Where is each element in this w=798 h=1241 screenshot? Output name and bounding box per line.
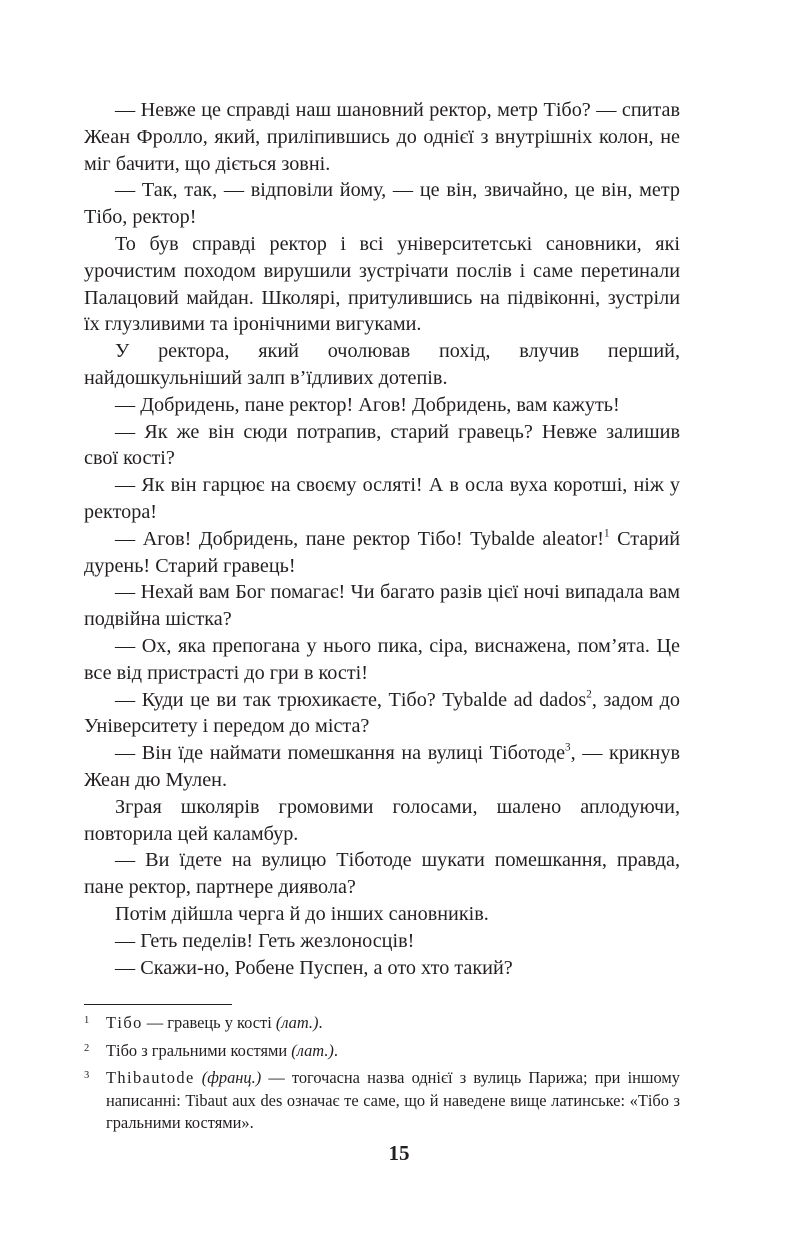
- paragraph: — Нехай вам Бог помагає! Чи багато разів цієї ночі випадала вам подвійна шістка?: [84, 581, 680, 631]
- main-text: [84, 97, 680, 981]
- footnote-term: Thibautode: [106, 1068, 195, 1088]
- footnote-end: .: [318, 1013, 323, 1033]
- paragraph: У ректора, який очолював похід, влучив перший, найдошкульніший залп в’їдливих дотепів.: [84, 340, 680, 389]
- footnote-language: (лат.): [275, 1013, 319, 1033]
- footnote-1: [84, 1012, 680, 1035]
- paragraph: Зграя школярів громовими голосами, шалено аплодуючи, повторила цей каламбур.: [84, 795, 680, 845]
- footnote-number: 2: [84, 1042, 90, 1054]
- paragraph: — Так, так, — відповіли йому, — це він, звичайно, це він, метр Тібо, ректор!: [84, 179, 680, 229]
- page-number: 15: [388, 1141, 410, 1165]
- footnote-text: — гравець у кості: [142, 1013, 276, 1033]
- footnote-text: — тогочасна назва однієї з вулиць Парижа; при іншому написанні: Tibaut aux des означає те саме, що й наведене вище латинське: «Тібо з гральними костями».: [106, 1068, 681, 1133]
- footnote-language: (франц.): [194, 1068, 262, 1088]
- paragraph: [84, 526, 680, 580]
- paragraph-text: , — крикнув Жеан дю Мулен.: [84, 742, 680, 791]
- footnote-text: Тібо з гральними костями: [106, 1040, 292, 1060]
- paragraph: То був справді ректор і всі університетські сановники, які урочистим походом вирушили зустрічати послів і саме перетинали Палацовий майдан. Школярі, притулившись на підвіконні, зустріли їх глузливими та іронічними вигуками.: [84, 232, 680, 336]
- footnote-language: (лат.): [291, 1040, 334, 1060]
- paragraph: — Як він гарцює на своєму осляті! А в осла вуха коротші, ніж у ректора!: [84, 474, 680, 523]
- paragraph: — Ви їдете на вулицю Тіботоде шукати помешкання, правда, пане ректор, партнере диявола?: [84, 849, 680, 899]
- footnote-number: 1: [84, 1015, 90, 1027]
- footnote-2: [84, 1040, 680, 1063]
- footnote-ref: 3: [565, 741, 571, 754]
- paragraph-text: — Куди це ви так трюхикаєте, Тібо? Tybalde ad dados: [115, 688, 587, 711]
- paragraph: — Ох, яка препогана у нього пика, сіра, виснажена, пом’ята. Це все від пристрасті до гри в кості!: [84, 634, 680, 684]
- paragraph: — Як же він сюди потрапив, старий гравець? Невже залишив свої кості?: [84, 420, 680, 470]
- paragraph: — Скажи-но, Робене Пуспен, а ото хто такий?: [115, 956, 513, 979]
- paragraph-text: Старий дурень! Старий гравець!: [84, 527, 680, 577]
- footnote-3: [84, 1067, 680, 1135]
- paragraph-text: — Він їде наймати помешкання на вулиці Тіботоде: [115, 742, 566, 765]
- paragraph: — Добридень, пане ректор! Агов! Добридень, вам кажуть!: [115, 393, 620, 416]
- paragraph-text: — Агов! Добридень, пане ректор Тібо! Tybalde aleator!: [115, 527, 604, 550]
- footnote-ref: 2: [586, 688, 592, 701]
- paragraph: [84, 740, 680, 794]
- paragraph: [84, 687, 680, 741]
- footnote-ref: 1: [604, 527, 610, 540]
- book-page: [84, 97, 680, 1140]
- paragraph-text: , задом до Університету і передом до міста?: [84, 688, 681, 738]
- paragraph: — Невже це справді наш шановний ректор, метр Тібо? — спитав Жеан Фролло, який, приліпившись до однієї з внутрішніх колон, не міг бачити, що діється зовні.: [84, 99, 680, 175]
- footnote-term: Тібо: [106, 1013, 143, 1033]
- footnote-divider: [84, 1004, 232, 1005]
- paragraph: — Геть педелів! Геть жезлоносців!: [115, 929, 415, 952]
- footnotes: [84, 1012, 680, 1135]
- footnote-number: 3: [84, 1070, 90, 1082]
- paragraph: Потім дійшла черга й до інших сановників.: [115, 902, 489, 925]
- footnote-end: .: [333, 1040, 338, 1060]
